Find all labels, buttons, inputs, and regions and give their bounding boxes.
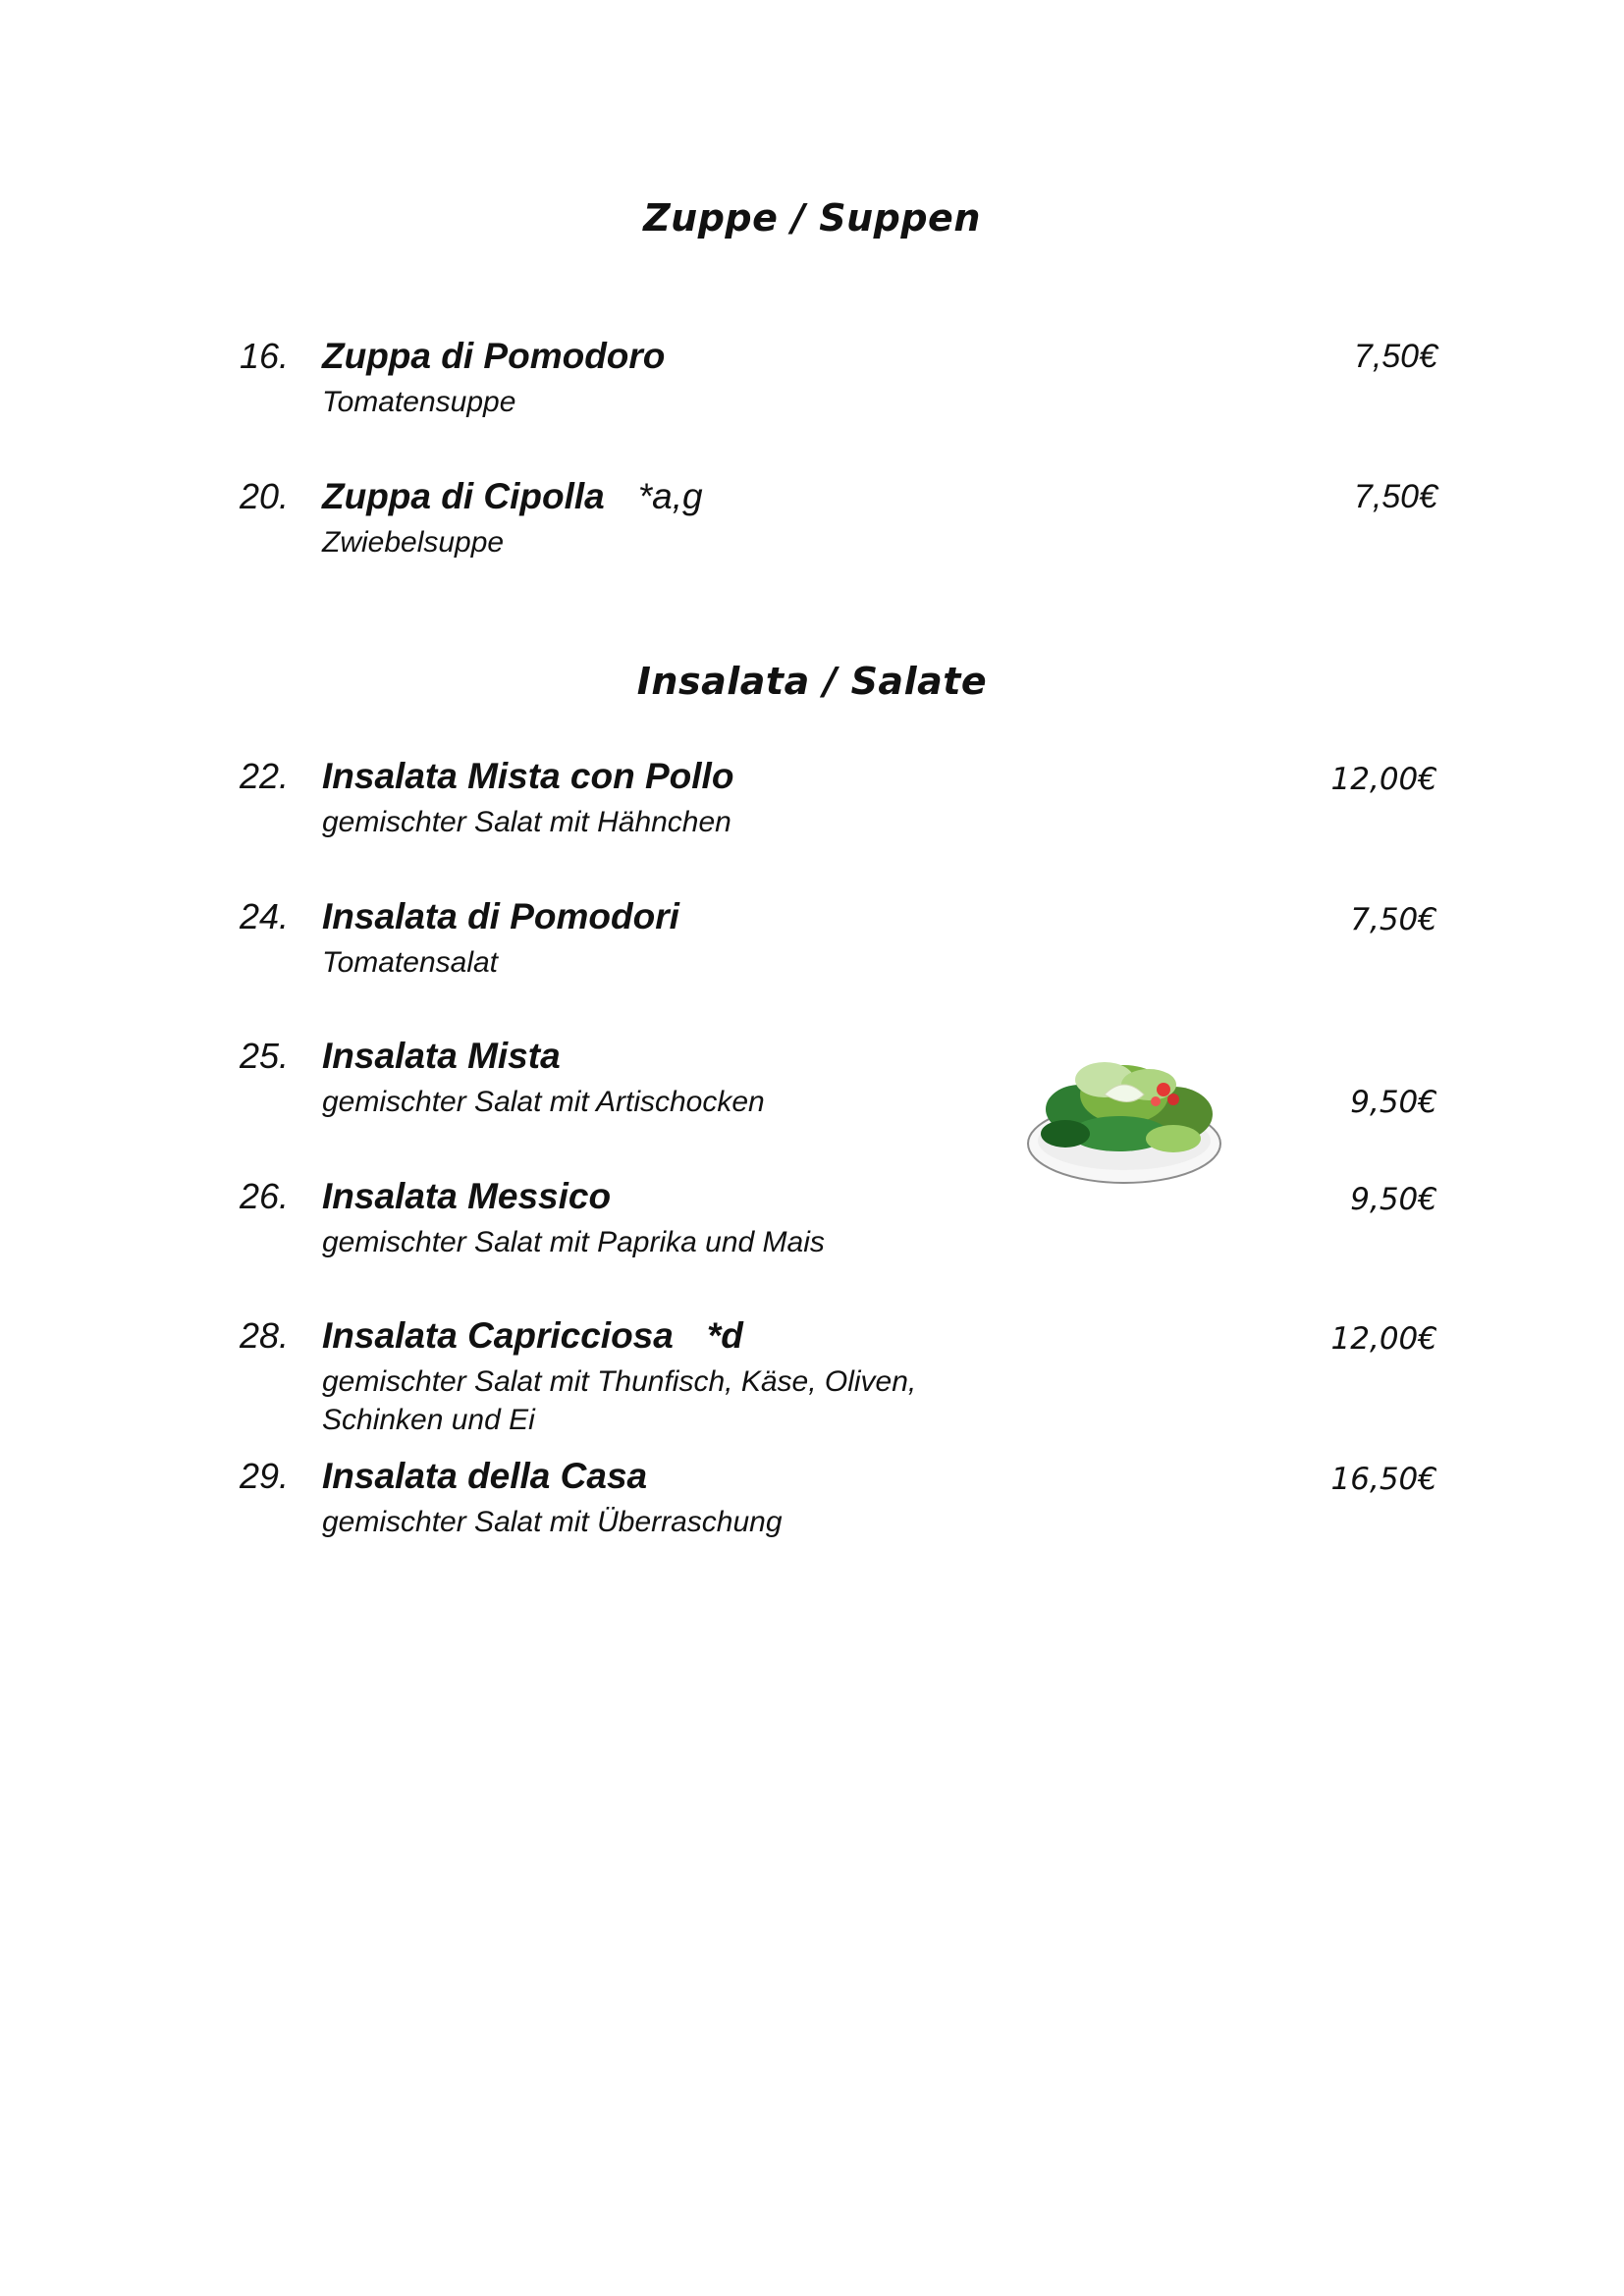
item-description: Tomatensalat xyxy=(322,946,499,979)
item-description: gemischter Salat mit Thunfisch, Käse, Oliven, xyxy=(322,1365,917,1398)
item-name: Insalata di Pomodori xyxy=(322,896,679,936)
item-description: Zwiebelsuppe xyxy=(322,526,505,559)
section-title-salads: Insalata / Salate xyxy=(636,660,988,703)
item-name-wrapper xyxy=(322,476,703,517)
item-name: Insalata Mista xyxy=(322,1036,561,1076)
item-name: Zuppa di Cipolla xyxy=(322,476,605,516)
item-number: 28. xyxy=(240,1315,290,1356)
item-price: 12,00€ xyxy=(1330,1321,1437,1357)
item-number: 25. xyxy=(240,1036,290,1076)
item-price: 7,50€ xyxy=(1353,478,1437,515)
item-name: Insalata Capricciosa xyxy=(322,1315,674,1356)
item-number: 22. xyxy=(240,756,290,796)
item-number: 16. xyxy=(240,336,290,376)
item-description-line2: Schinken und Ei xyxy=(322,1404,535,1436)
item-price: 9,50€ xyxy=(1350,1182,1437,1217)
item-allergens: *a,g xyxy=(637,476,703,516)
item-name-wrapper xyxy=(322,1315,743,1357)
item-price: 16,50€ xyxy=(1330,1462,1437,1497)
item-price: 7,50€ xyxy=(1353,338,1437,375)
item-price: 9,50€ xyxy=(1350,1085,1437,1120)
salad-bowl-icon xyxy=(1026,1041,1227,1188)
item-number: 26. xyxy=(240,1176,290,1216)
item-allergens: *d xyxy=(706,1315,743,1356)
item-number: 24. xyxy=(240,896,290,936)
section-title-soups: Zuppe / Suppen xyxy=(643,196,981,240)
item-name: Insalata della Casa xyxy=(322,1456,648,1496)
item-description: gemischter Salat mit Artischocken xyxy=(322,1086,765,1118)
item-description: gemischter Salat mit Paprika und Mais xyxy=(322,1226,825,1258)
item-price: 12,00€ xyxy=(1330,762,1437,797)
item-name: Insalata Messico xyxy=(322,1176,612,1216)
item-name: Insalata Mista con Pollo xyxy=(322,756,734,796)
item-description: gemischter Salat mit Hähnchen xyxy=(322,806,731,838)
item-description: gemischter Salat mit Überraschung xyxy=(322,1506,783,1538)
item-description: Tomatensuppe xyxy=(322,386,516,418)
item-number: 29. xyxy=(240,1456,290,1496)
item-number: 20. xyxy=(240,476,290,516)
item-price: 7,50€ xyxy=(1350,902,1437,937)
item-name: Zuppa di Pomodoro xyxy=(322,336,666,376)
